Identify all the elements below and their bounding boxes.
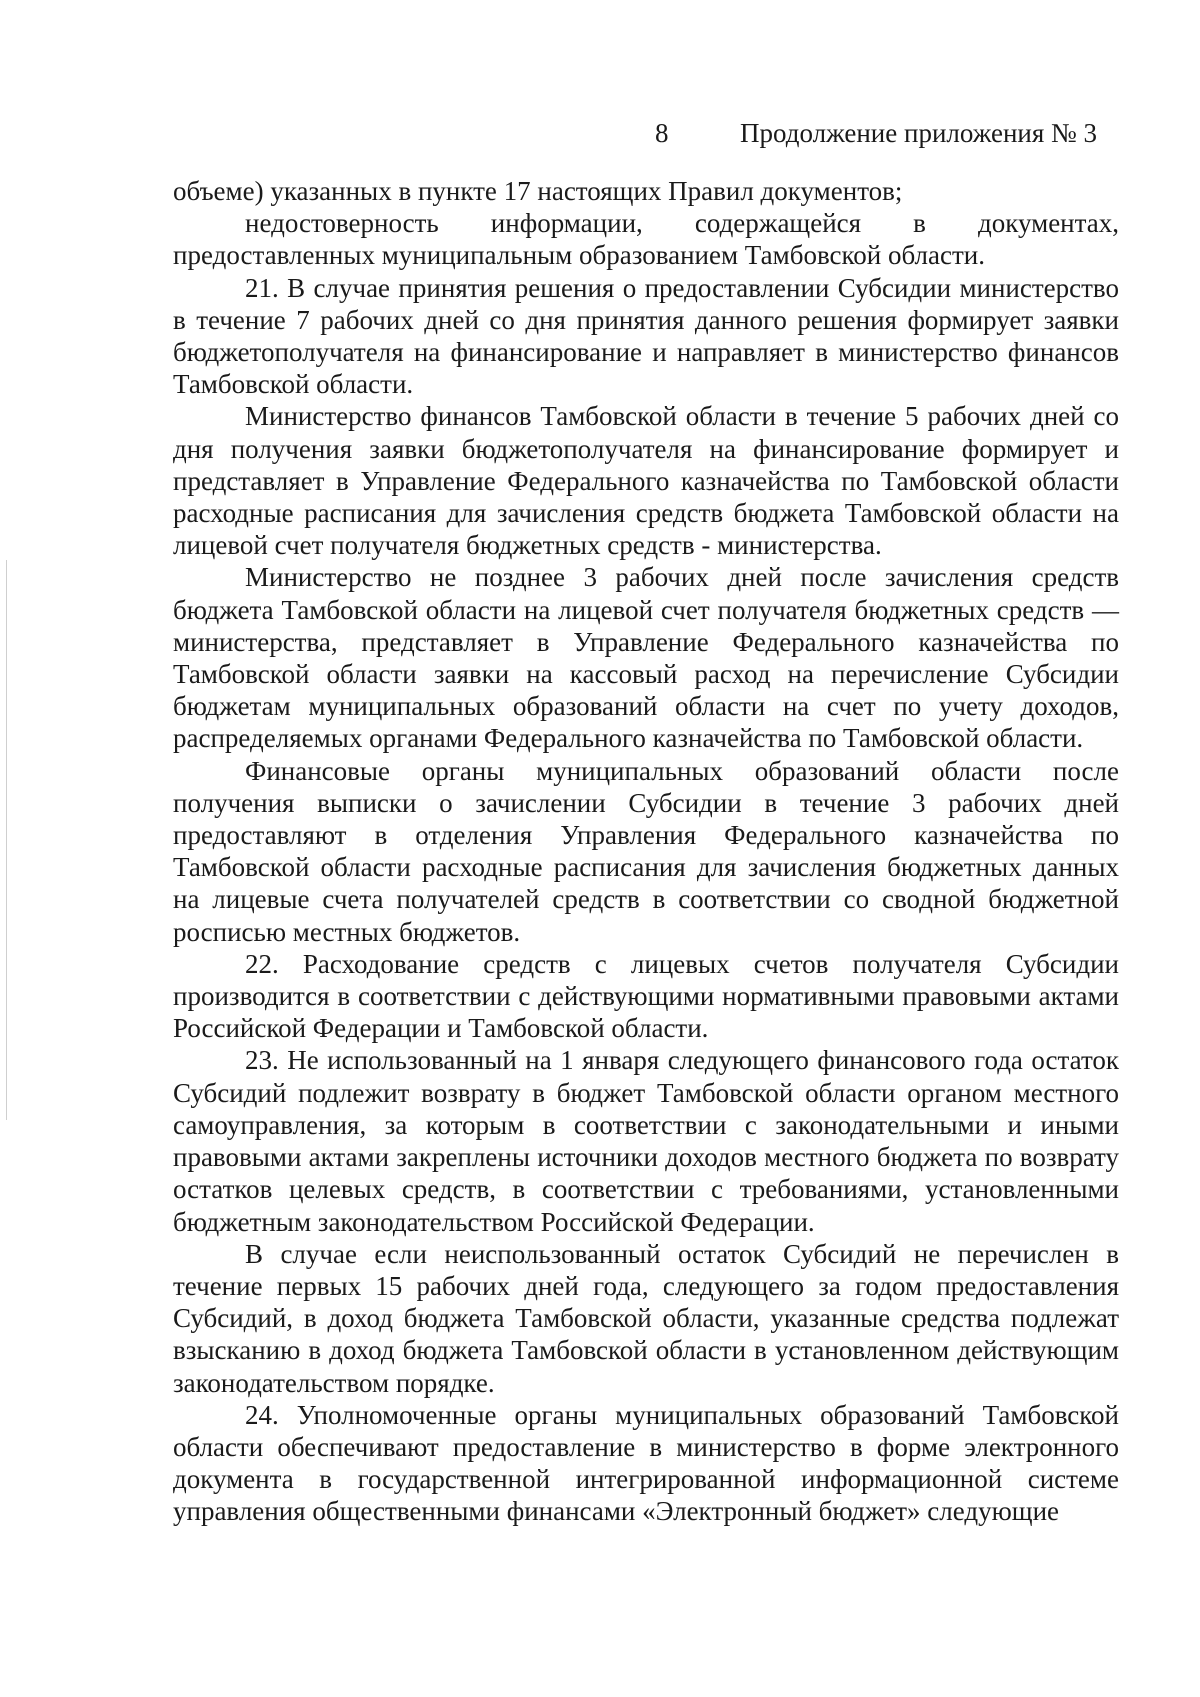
document-body — [173, 175, 1119, 1528]
scan-edge-line — [6, 560, 7, 1120]
paragraph: В случае если неиспользованный остаток Субсидий не перечислен в течение первых 15 рабочих дней года, следующего за годом предоставления Субсидий, в доход бюджета Тамбовской области, указанные средства подлежат взысканию в доход бюджета Тамбовской области в установленном действующим законодательством порядке. — [173, 1238, 1119, 1398]
paragraph-continuation: объеме) указанных в пункте 17 настоящих Правил документов; — [173, 176, 903, 206]
paragraph-clause-21: 21. В случае принятия решения о предоставлении Субсидии министерство в течение 7 рабочих дней со дня принятия данного решения формирует заявки бюджетополучателя на финансирование и направляет в министерство финансов Тамбовской области. — [173, 272, 1119, 400]
page-header — [0, 113, 1200, 153]
page-number: 8 — [655, 118, 669, 148]
paragraph: недостоверность информации, содержащейся в документах, предоставленных муниципальным образованием Тамбовской области. — [173, 208, 1119, 271]
paragraph-clause-23: 23. Не использованный на 1 января следующего финансового года остаток Субсидий подлежит возврату в бюджет Тамбовской области органом местного самоуправления, за которым в соответствии с законодательными и иными правовыми актами закреплены источники доходов местного бюджета по возврату остатков целевых средств, в соответствии с требованиями, установленными бюджетным законодательством Российской Федерации. — [173, 1045, 1119, 1237]
paragraph-clause-24: 24. Уполномоченные органы муниципальных образований Тамбовской области обеспечивают предоставление в министерство в форме электронного документа в государственной интегрированной информационной системе управления общественными финансами «Электронный бюджет» следующие — [173, 1399, 1119, 1527]
paragraph: Министерство финансов Тамбовской области в течение 5 рабочих дней со дня получения заявки бюджетополучателя на финансирование формирует и представляет в Управление Федерального казначейства по Тамбовской области расходные расписания для зачисления средств бюджета Тамбовской области на лицевой счет получателя бюджетных средств - министерства. — [173, 401, 1119, 561]
paragraph: Министерство не позднее 3 рабочих дней после зачисления средств бюджета Тамбовской области на лицевой счет получателя бюджетных средств — министерства, представляет в Управление Федерального казначейства по Тамбовской области заявки на кассовый расход на перечисление Субсидии бюджетам муниципальных образований области на счет по учету доходов, распределяемых органами Федерального казначейства по Тамбовской области. — [173, 562, 1119, 754]
appendix-continuation-label: Продолжение приложения № 3 — [740, 118, 1098, 148]
paragraph-clause-22: 22. Расходование средств с лицевых счетов получателя Субсидии производится в соответствии с действующими нормативными правовыми актами Российской Федерации и Тамбовской области. — [173, 948, 1119, 1044]
paragraph: Финансовые органы муниципальных образований области после получения выписки о зачислении Субсидии в течение 3 рабочих дней предоставляют в отделения Управления Федерального казначейства по Тамбовской области расходные расписания для зачисления бюджетных данных на лицевые счета получателей средств в соответствии со сводной бюджетной росписью местных бюджетов. — [173, 755, 1119, 947]
